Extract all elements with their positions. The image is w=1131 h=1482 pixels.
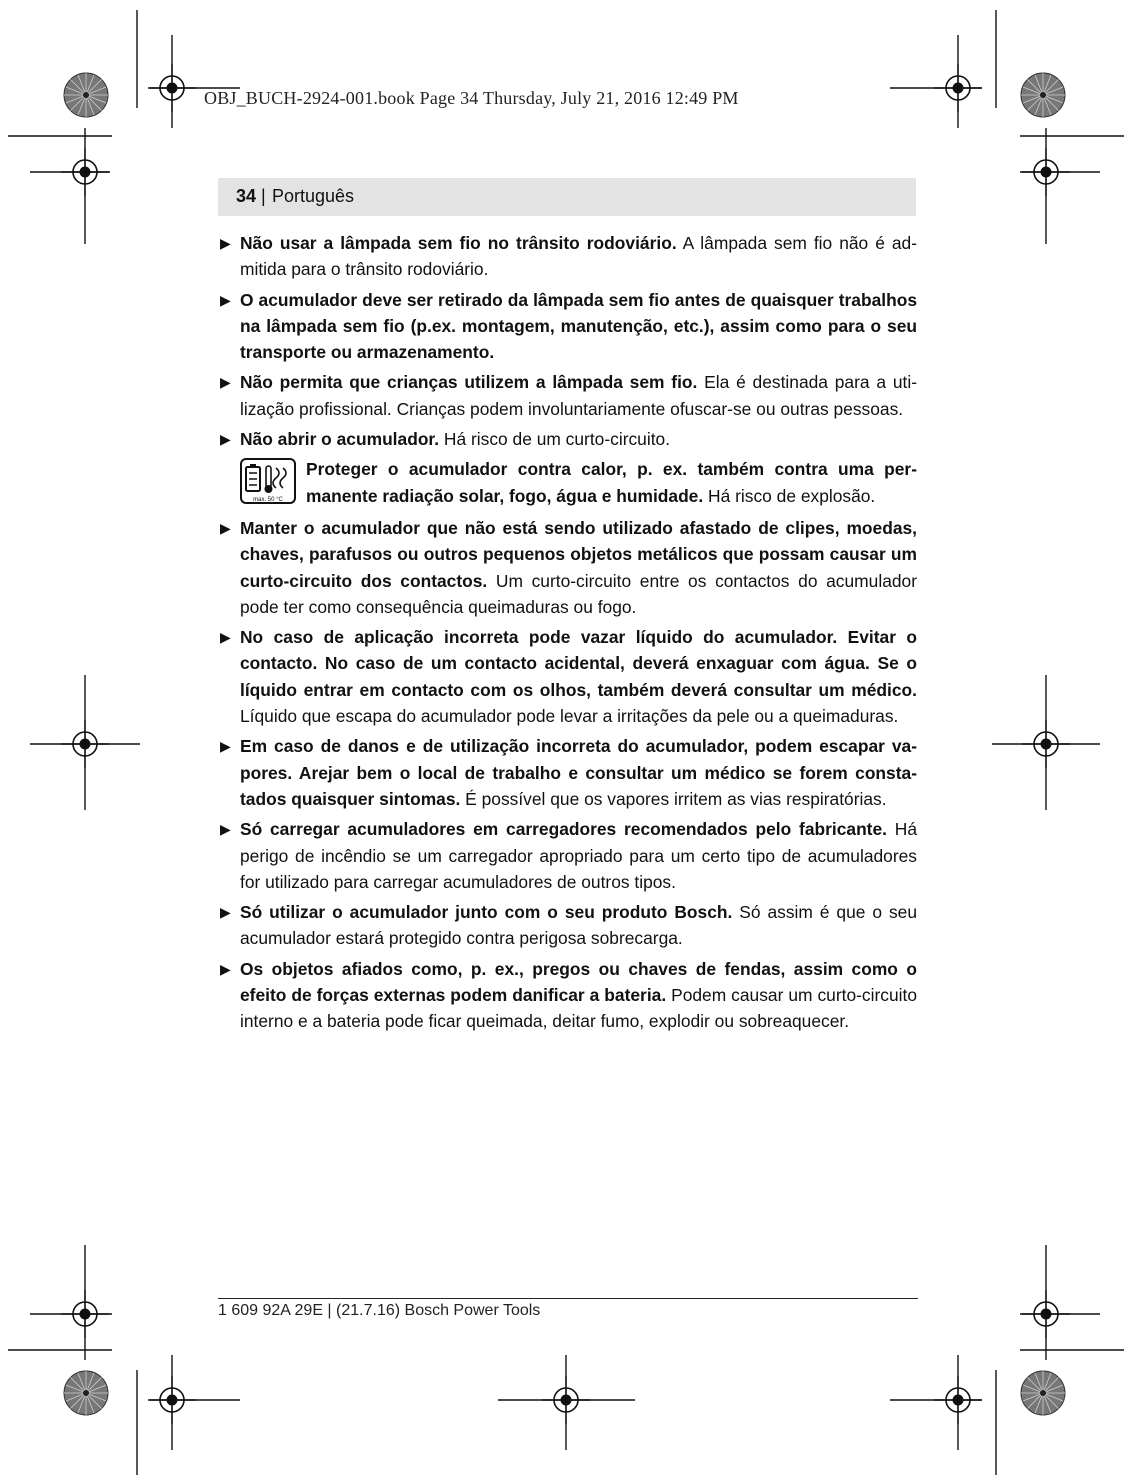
heat-warning-note: [220, 456, 917, 509]
bullet-arrow-icon: ▶: [220, 821, 231, 838]
registration-wheel-top-right: [1021, 73, 1065, 117]
safety-item: [220, 426, 917, 452]
registration-mark-middle-left: [61, 720, 109, 768]
bullet-arrow-icon: ▶: [220, 738, 231, 755]
bullet-arrow-icon: ▶: [220, 519, 231, 536]
safety-item-text: É possível que os vapores irritem as vias respiratórias.: [460, 788, 887, 809]
safety-item-text: Podem causar um curto-circuito interno e a bateria pode ficar queimada, deitar fumo, explodir ou sobreaquecer.: [240, 985, 917, 1032]
footer-text: 1 609 92A 29E | (21.7.16) Bosch Power Tools: [218, 1302, 541, 1319]
safety-item: [220, 230, 917, 283]
bullet-arrow-icon: ▶: [220, 291, 231, 308]
footer-rule: [218, 1298, 918, 1299]
section-language: Português: [272, 186, 355, 206]
registration-mark-bottom-center: [542, 1376, 590, 1424]
safety-item-bold: Só utilizar o acumulador junto com o seu produto Bosch.: [240, 902, 733, 923]
heat-warning-text: [306, 456, 917, 509]
safety-item: [220, 287, 917, 366]
safety-instructions: [220, 230, 917, 1039]
safety-item-text: Líquido que escapa do acumulador pode levar a irritações da pele ou a queimaduras.: [240, 706, 899, 727]
battery-heat-warning-icon: [240, 458, 296, 504]
registration-mark-upper-left: [61, 148, 109, 196]
safety-item-bold: Não permita que crianças utilizem a lâmpada sem fio.: [240, 372, 698, 393]
safety-item-bold: Os objetos afiados como, p. ex., pregos ou chaves de fendas, assim como o efeito de forças externas podem danificar a bateria.: [240, 958, 917, 1006]
registration-wheel-bottom-left: [64, 1371, 108, 1415]
safety-item: [220, 816, 917, 895]
bullet-arrow-icon: ▶: [220, 374, 231, 391]
safety-item-bold: Em caso de danos e de utilização incorreta do acumulador, podem escapar vapores. Arejar bem o local de trabalho e consultar um médico se forem constatados quaisquer sintomas.: [240, 736, 917, 809]
bullet-arrow-icon: ▶: [220, 904, 231, 921]
safety-item-text: Há risco de explosão.: [703, 485, 876, 506]
registration-mark-lower-right: [1022, 1290, 1070, 1338]
safety-item-text: Só assim é que o seu acumulador estará protegido contra perigosa sobrecarga.: [240, 902, 917, 949]
bullet-arrow-icon: ▶: [220, 431, 231, 448]
registration-wheel-top-left: [64, 73, 108, 117]
registration-mark-lower-left: [61, 1290, 109, 1338]
safety-item: [220, 369, 917, 422]
safety-item: [220, 956, 917, 1035]
registration-mark-top-left: [148, 64, 196, 112]
bullet-arrow-icon: ▶: [220, 629, 231, 646]
safety-item: [220, 624, 917, 729]
safety-item-bold: No caso de aplicação incorreta pode vazar líquido do acumulador. Evitar o contacto. No caso de um contacto acidental, deverá enxaguar com água. Se o líquido entrar em contacto com os olhos, também deverá consultar um médico.: [240, 627, 917, 700]
safety-item-bold: Proteger o acumulador contra calor, p. ex. também contra uma permanente radiação solar, fogo, água e humidade.: [306, 459, 917, 506]
print-header-info: OBJ_BUCH-2924-001.book Page 34 Thursday, July 21, 2016 12:49 PM: [204, 88, 739, 108]
registration-mark-middle-right: [1022, 720, 1070, 768]
registration-mark-top-right: [934, 64, 982, 112]
safety-item: [220, 733, 917, 812]
safety-item-bold: Manter o acumulador que não está sendo utilizado afastado de clipes, moedas, chaves, parafusos ou outros pequenos objetos metálicos que possam causar um curto-circuito dos contactos.: [240, 517, 917, 591]
bullet-arrow-icon: ▶: [220, 960, 231, 977]
safety-item-text: Ela é destinada para a utilização profissional. Crianças podem involuntariamente ofuscar-se ou outras pessoas.: [240, 372, 917, 419]
safety-item-text: Um curto-circuito entre os contactos do acumulador pode ter como consequência queimaduras ou fogo.: [240, 570, 917, 617]
safety-item-text: Há perigo de incêndio se um carregador apropriado para um certo tipo de acumuladores for utilizado para carregar acumuladores de outros tipos.: [240, 819, 917, 892]
section-header-band: [218, 178, 916, 216]
safety-item-text: A lâmpada sem fio não é admitida para o trânsito rodoviário.: [240, 233, 918, 280]
registration-wheel-bottom-right: [1021, 1371, 1065, 1415]
safety-item-bold: Só carregar acumuladores em carregadores recomendados pelo fabricante.: [240, 819, 887, 840]
registration-mark-bottom-left: [148, 1376, 196, 1424]
icon-caption: max. 50 °C: [253, 497, 283, 504]
safety-item-bold: O acumulador deve ser retirado da lâmpada sem fio antes de quaisquer trabalhos na lâmpada sem fio (p.ex. montagem, manutenção, etc.), assim como para o seu transporte ou armazenamento.: [240, 289, 917, 363]
registration-mark-upper-right: [1022, 148, 1070, 196]
safety-item-bold: Não abrir o acumulador.: [240, 429, 440, 450]
bullet-arrow-icon: ▶: [220, 235, 231, 251]
safety-item: [220, 899, 917, 952]
page-number: 34: [236, 186, 257, 206]
safety-item-bold: Não usar a lâmpada sem fio no trânsito rodoviário.: [240, 233, 677, 253]
registration-mark-bottom-right: [934, 1376, 982, 1424]
safety-item-text: Há risco de um curto-circuito.: [439, 429, 671, 450]
header-separator: |: [261, 186, 266, 206]
safety-item: [220, 515, 917, 620]
